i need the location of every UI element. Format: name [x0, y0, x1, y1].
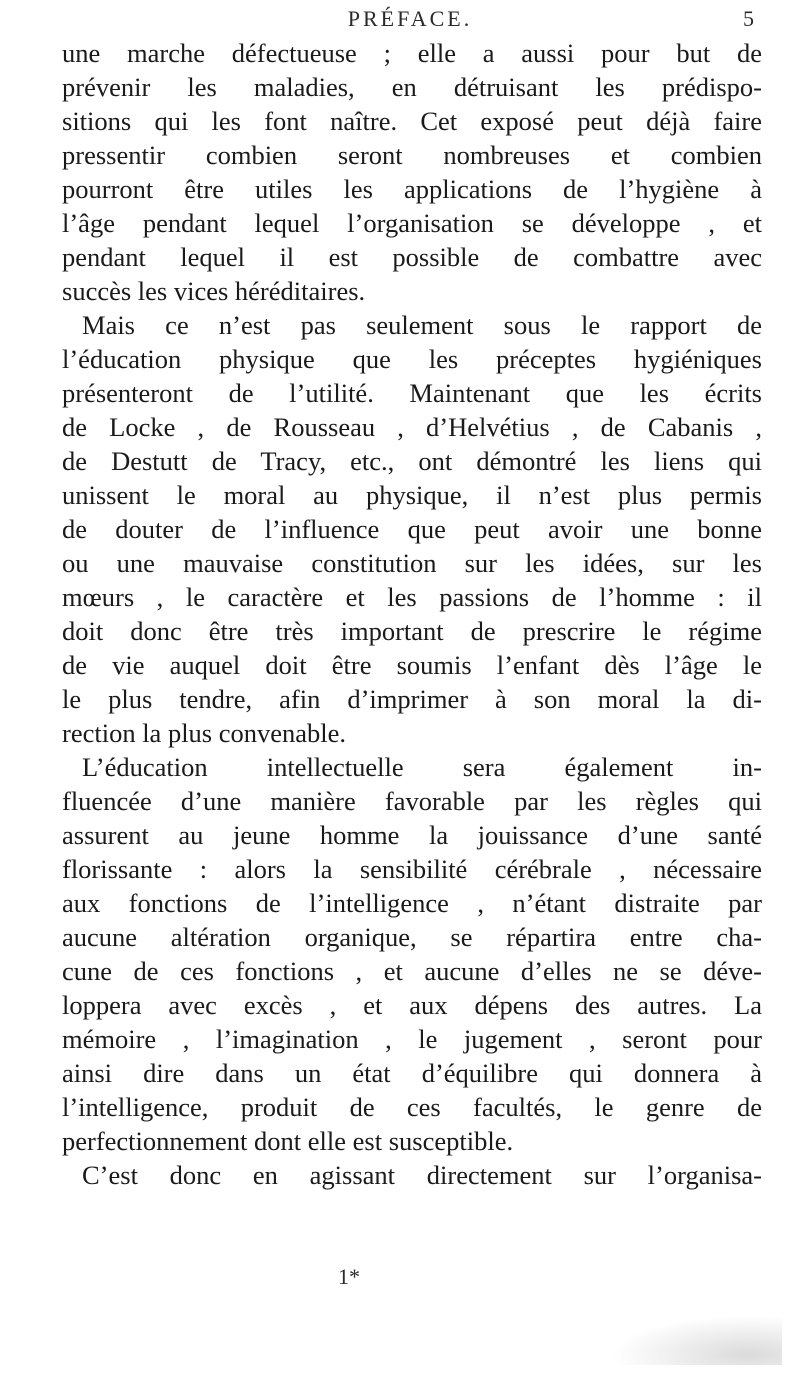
text-line: rection la plus convenable.: [62, 718, 347, 748]
text-line: loppera avec excès , et aux dépens des autres. La: [62, 990, 762, 1020]
text-line: perfectionnement dont elle est susceptible.: [62, 1126, 514, 1156]
text-line: ou une mauvaise constitution sur les idées, sur les: [62, 548, 762, 578]
text-line: pendant lequel il est possible de combattre avec: [62, 242, 762, 272]
text-line: sitions qui les font naître. Cet exposé peut déjà faire: [62, 106, 762, 136]
text-line: de vie auquel doit être soumis l’enfant dès l’âge le: [62, 650, 762, 680]
text-line: doit donc être très important de prescrire le régime: [62, 616, 762, 646]
text-line: l’éducation physique que les préceptes hygiéniques: [62, 344, 762, 374]
paragraph-first-line: L’éducation intellectuelle sera également in-: [82, 752, 762, 782]
text-line: présenteront de l’utilité. Maintenant que les écrits: [62, 378, 762, 408]
text-line: cune de ces fonctions , et aucune d’elles ne se déve-: [62, 956, 762, 986]
text-line: mœurs , le caractère et les passions de l’homme : il: [62, 582, 762, 612]
text-line: de Locke , de Rousseau , d’Helvétius , de Cabanis ,: [62, 412, 762, 442]
text-line: de douter de l’influence que peut avoir une bonne: [62, 514, 762, 544]
text-line: aux fonctions de l’intelligence , n’étant distraite par: [62, 888, 762, 918]
running-title: PRÉFACE.: [347, 6, 473, 31]
signature-mark: 1*: [338, 1264, 360, 1289]
text-line: unissent le moral au physique, il n’est plus permis: [62, 480, 762, 510]
text-line: florissante : alors la sensibilité cérébrale , nécessaire: [62, 854, 762, 884]
text-line: de Destutt de Tracy, etc., ont démontré les liens qui: [62, 446, 762, 476]
text-line: prévenir les maladies, en détruisant les prédispo-: [62, 72, 762, 102]
text-line: aucune altération organique, se répartira entre cha-: [62, 922, 762, 952]
text-line: pressentir combien seront nombreuses et combien: [62, 140, 762, 170]
text-line: l’âge pendant lequel l’organisation se développe , et: [62, 208, 762, 238]
text-line: pourront être utiles les applications de l’hygiène à: [62, 174, 762, 204]
text-line: mémoire , l’imagination , le jugement , seront pour: [62, 1024, 762, 1054]
paragraph-first-line: C’est donc en agissant directement sur l’organisa-: [82, 1160, 762, 1190]
page-number: 5: [743, 6, 754, 31]
running-head: [60, 6, 760, 36]
text-line: une marche défectueuse ; elle a aussi pour but de: [62, 38, 762, 68]
text-line: ainsi dire dans un état d’équilibre qui donnera à: [62, 1058, 762, 1088]
paper-stain: [612, 1315, 782, 1365]
text-line: fluencée d’une manière favorable par les règles qui: [62, 786, 762, 816]
text-line: succès les vices héréditaires.: [62, 276, 366, 306]
body-text: [62, 36, 762, 1192]
text-line: assurent au jeune homme la jouissance d’une santé: [62, 820, 762, 850]
text-line: le plus tendre, afin d’imprimer à son moral la di-: [62, 684, 762, 714]
paragraph-first-line: Mais ce n’est pas seulement sous le rapport de: [82, 310, 762, 340]
text-line: l’intelligence, produit de ces facultés, le genre de: [62, 1092, 762, 1122]
